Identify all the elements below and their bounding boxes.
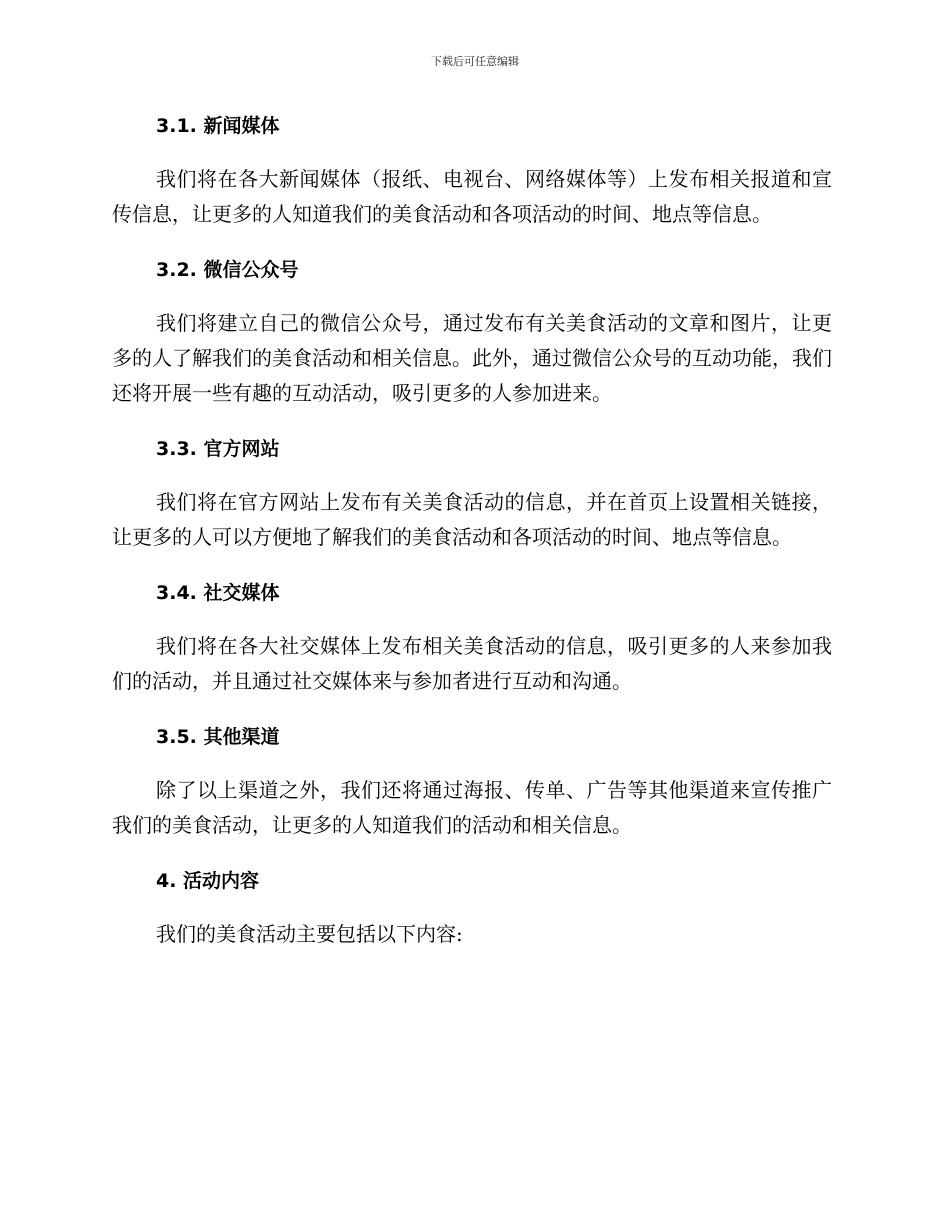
section-paragraph-wechat: 我们将建立自己的微信公众号，通过发布有关美食活动的文章和图片，让更多的人了解我们的美食活动和相关信息。此外，通过微信公众号的互动功能，我们还将开展一些有趣的互动活动，吸引更多的人参加进来。 bbox=[112, 311, 832, 405]
section-heading-social-media: 3.4. 社交媒体 bbox=[156, 582, 280, 604]
section-paragraph-other-channels: 除了以上渠道之外，我们还将通过海报、传单、广告等其他渠道来宣传推广我们的美食活动，让更多的人知道我们的活动和相关信息。 bbox=[112, 778, 832, 837]
page-header: 下载后可任意编辑 bbox=[431, 55, 519, 68]
section-heading-wechat: 3.2. 微信公众号 bbox=[156, 259, 299, 281]
section-heading-official-website: 3.3. 官方网站 bbox=[156, 438, 280, 460]
section-paragraph-activity-content: 我们的美食活动主要包括以下内容: bbox=[156, 922, 463, 946]
section-heading-news-media: 3.1. 新闻媒体 bbox=[156, 115, 280, 137]
section-heading-other-channels: 3.5. 其他渠道 bbox=[156, 726, 280, 748]
section-paragraph-news-media: 我们将在各大新闻媒体（报纸、电视台、网络媒体等）上发布相关报道和宣传信息，让更多的人知道我们的美食活动和各项活动的时间、地点等信息。 bbox=[112, 167, 832, 226]
section-paragraph-official-website: 我们将在官方网站上发布有关美食活动的信息，并在首页上设置相关链接，让更多的人可以方便地了解我们的美食活动和各项活动的时间、地点等信息。 bbox=[112, 490, 832, 549]
section-paragraph-social-media: 我们将在各大社交媒体上发布相关美食活动的信息，吸引更多的人来参加我们的活动，并且通过社交媒体来与参加者进行互动和沟通。 bbox=[112, 634, 832, 693]
section-heading-activity-content: 4. 活动内容 bbox=[156, 870, 260, 892]
document-body bbox=[112, 106, 832, 968]
